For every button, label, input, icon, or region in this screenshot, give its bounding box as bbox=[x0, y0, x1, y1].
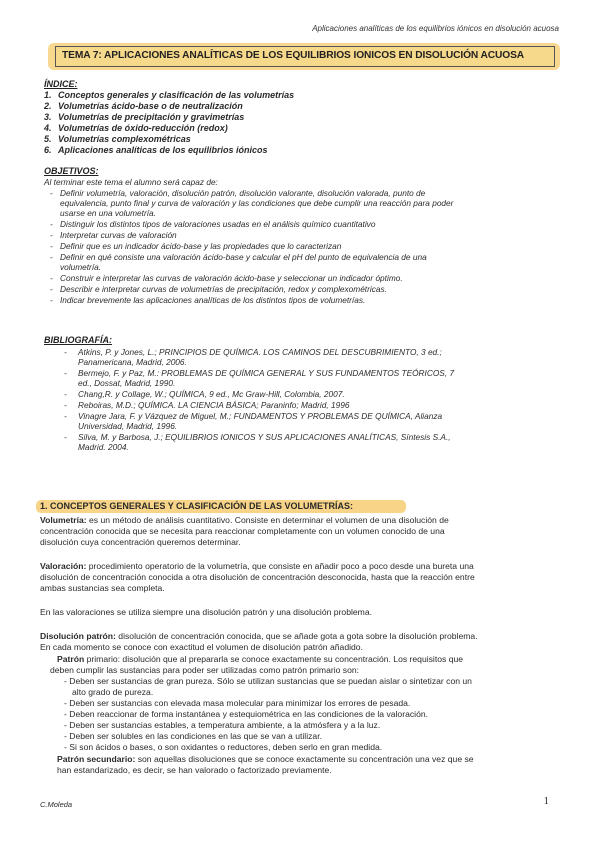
requirement-item: - Si son ácidos o bases, o son oxidantes o reductores, deben serlo en gran medida. bbox=[64, 742, 383, 752]
objective-line: - Definir que es un indicador ácido-base y las propiedades que lo caracterizan bbox=[60, 241, 341, 251]
objective-line: - Definir en qué consiste una valoración ácido-base y calcular el pH del punto de equivalencia de una bbox=[60, 252, 427, 262]
requirement-item: - Deben ser sustancias de gran pureza. Sólo se utilizan sustancias que se puedan aislar o sintetizar con un bbox=[64, 676, 472, 686]
paragraph-line: ambas sustancias sea completa. bbox=[40, 583, 165, 593]
footer-author: C.Moleda bbox=[40, 800, 73, 809]
index-item: 1. Conceptos generales y clasificación de las volumetrías bbox=[44, 90, 295, 100]
paragraph-line: En cada momento se conoce con exactitud el volumen de disolución patrón añadido. bbox=[40, 642, 363, 652]
requirement-item: - Deben reaccionar de forma instantánea y estequiométrica en las condiciones de la valoración. bbox=[64, 709, 429, 719]
objectives-intro: Al terminar este tema el alumno será capaz de: bbox=[44, 177, 218, 187]
requirement-item: alto grado de pureza. bbox=[72, 687, 154, 697]
paragraph-line: deben cumplir las sustancias para poder ser utilizadas como patrón primario son: bbox=[50, 665, 360, 675]
objective-line: usarse en una volumetría. bbox=[60, 208, 156, 218]
bibliography-heading: BIBLIOGRAFÍA: bbox=[44, 335, 112, 345]
requirement-item: - Deben ser solubles en las condiciones en las que se van a utilizar. bbox=[64, 731, 322, 741]
bibliography-entry: - Silva, M. y Barbosa, J.; EQUILIBRIOS IONICOS Y SUS APLICACIONES ANALÍTICAS, Síntesis S.A., bbox=[78, 432, 451, 442]
objective-line: - Construir e interpretar las curvas de valoración ácido-base y seleccionar un indicador óptimo. bbox=[60, 273, 403, 283]
paragraph-line: concentración conocida que se necesita para reaccionar completamente con un volumen conocido de una bbox=[40, 526, 445, 536]
index-item: 5. Volumetrías complexométricas bbox=[44, 134, 191, 144]
paragraph-line: En las valoraciones se utiliza siempre una disolución patrón y una disolución problema. bbox=[40, 607, 373, 617]
index-item: 2. Volumetrías ácido-base o de neutralización bbox=[44, 101, 243, 111]
paragraph-line: han estandarizado, es decir, se han valorado o factorizado previamente. bbox=[57, 765, 332, 775]
paragraph-patron: Disolución patrón: disolución de concentración conocida, que se añade gota a gota sobre la disolución problema. bbox=[40, 631, 478, 641]
section-heading: 1. CONCEPTOS GENERALES Y CLASIFICACIÓN DE LAS VOLUMETRÍAS: bbox=[40, 501, 354, 511]
running-head: Aplicaciones analíticas de los equilibrios iónicos en disolución acuosa bbox=[312, 24, 559, 33]
bibliography-entry: ed., Dossat, Madrid, 1990. bbox=[78, 378, 176, 388]
paragraph-valoracion: Valoración: procedimiento operatorio de la volumetría, que consiste en añadir poco a poco desde una bureta una bbox=[40, 561, 474, 571]
objective-line: volumetría. bbox=[60, 262, 102, 272]
bibliography-entry: - Bermejo, F. y Paz, M.: PROBLEMAS DE QUÍMICA GENERAL Y SUS FUNDAMENTOS TEÓRICOS, 7 bbox=[78, 368, 454, 378]
objectives-heading: OBJETIVOS: bbox=[44, 166, 99, 176]
requirement-item: - Deben ser sustancias estables, a temperatura ambiente, a la atmósfera y a la luz. bbox=[64, 720, 381, 730]
bibliography-entry: - Chang,R. y Collage, W.; QUÍMICA, 9 ed., Mc Graw-Hill, Colombia, 2007. bbox=[78, 389, 345, 399]
paragraph-line: disolución cuya concentración queremos determinar. bbox=[40, 537, 241, 547]
requirement-item: - Deben ser sustancias con elevada masa molecular para minimizar los errores de pesada. bbox=[64, 698, 411, 708]
paragraph-primario: Patrón primario: disolución que al prepararla se conoce exactamente su concentración. Los requisitos que bbox=[57, 654, 464, 664]
bibliography-entry: - Atkins, P. y Jones, L.; PRINCIPIOS DE QUÍMICA. LOS CAMINOS DEL DESCUBRIMIENTO, 3 ed.; bbox=[78, 347, 442, 357]
paragraph-secundario: Patrón secundario: son aquellas disoluciones que se conoce exactamente su concentración una vez que se bbox=[57, 754, 474, 764]
bibliography-entry: Panamericana, Madrid, 2006. bbox=[78, 357, 187, 367]
index-item: 6. Aplicaciones analíticas de los equilibrios iónicos bbox=[44, 145, 268, 155]
page-title: TEMA 7: APLICACIONES ANALÍTICAS DE LOS EQUILIBRIOS IONICOS EN DISOLUCIÓN ACUOSA bbox=[62, 50, 525, 61]
index-item: 3. Volumetrías de precipitación y gravimetrías bbox=[44, 112, 245, 122]
index-item: 4. Volumetrías de óxido-reducción (redox) bbox=[44, 123, 228, 133]
objective-line: - Describir e interpretar curvas de volumetrías de precipitación, redox y complexométricas. bbox=[60, 284, 387, 294]
paragraph-line: disolución de concentración conocida a otra disolución de concentración desconocida, hasta que la reacción entre bbox=[40, 572, 475, 582]
index-heading: ÍNDICE: bbox=[44, 79, 78, 89]
page-number: 1 bbox=[543, 795, 549, 807]
bibliography-entry: - Reboiras, M.D.; QUÍMICA. LA CIENCIA BÁSICA; Paraninfo; Madrid, 1996 bbox=[78, 400, 349, 410]
objective-line: - Indicar brevemente las aplicaciones analíticas de los distintos tipos de volumetrías. bbox=[60, 295, 365, 305]
objective-line: - Interpretar curvas de valoración bbox=[60, 230, 177, 240]
objective-line: - Definir volumetría, valoración, disolución patrón, disolución valorante, disolución valorada, punto de bbox=[60, 188, 425, 198]
bibliography-entry: Universidad, Madrid, 1996. bbox=[78, 421, 178, 431]
objective-line: equivalencia, punto final y curva de valoración y las condiciones que debe cumplir una reacción para poder bbox=[60, 198, 454, 208]
paragraph-volumetria: Volumetría: es un método de análisis cuantitativo. Consiste en determinar el volumen de una disolución de bbox=[40, 515, 449, 525]
bibliography-entry: - Vinagre Jara, F. y Vázquez de Miguel, M.; FUNDAMENTOS Y PROBLEMAS DE QUÍMICA, Alianza bbox=[78, 411, 442, 421]
bibliography-entry: Madrid. 2004. bbox=[78, 442, 129, 452]
objective-line: - Distinguir los distintos tipos de valoraciones usadas en el análisis químico cuantitativo bbox=[60, 219, 375, 229]
